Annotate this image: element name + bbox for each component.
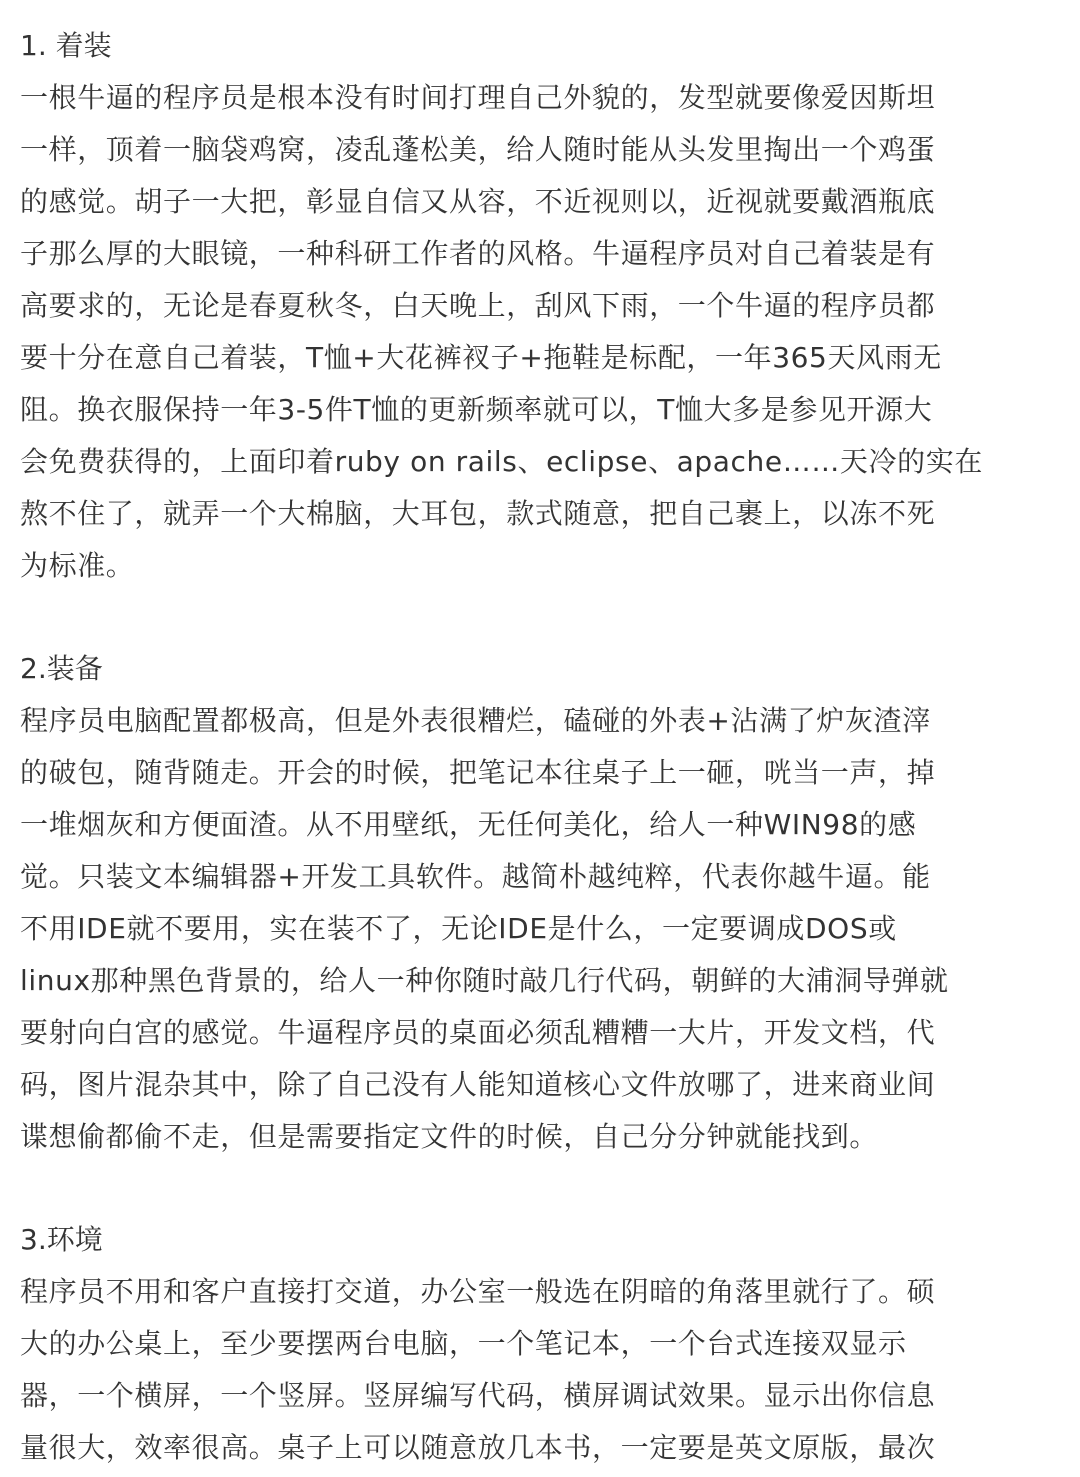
article (20, 20, 1060, 1474)
section-attire (20, 20, 1060, 592)
section-heading: 3.环境 (20, 1223, 103, 1256)
section-equipment (20, 643, 1060, 1163)
section-paragraph: 程序员不用和客户直接打交道，办公室一般选在阴暗的角落里就行了。硕 大的办公桌上，至少要摆两台电脑，一个笔记本，一个台式连接双显示 器，一个横屏，一个竖屏。竖屏编写代码，横屏调试效果。显示出你信息 量很大，效率很高。桌子上可以随意放几本书，一定要是英文原版，最次 (20, 1275, 936, 1464)
section-environment (20, 1214, 1060, 1474)
section-heading: 1. 着装 (20, 29, 112, 62)
section-paragraph: 程序员电脑配置都极高，但是外表很糟烂，磕碰的外表+沾满了炉灰渣滓 的破包，随背随走。开会的时候，把笔记本往桌子上一砸，咣当一声，掉 一堆烟灰和方便面渣。从不用壁纸，无任何美化，给人一种WIN98的感 觉。只装文本编辑器+开发工具软件。越简朴越纯粹，代表你越牛逼。能 不用IDE就不要用，实在装不了，无论IDE是什么，一定要调成DOS或 linux那种黑色背景的，给人一种你随时敲几行代码，朝鲜的大浦洞导弹就 要射向白宫的感觉。牛逼程序员的桌面必须乱糟糟一大片，开发文档，代 码，图片混杂其中，除了自己没有人能知道核心文件放哪了，进来商业间 谍想偷都偷不走，但是需要指定文件的时候，自己分分钟就能找到。 (20, 704, 949, 1153)
section-heading: 2.装备 (20, 652, 103, 685)
section-paragraph: 一根牛逼的程序员是根本没有时间打理自己外貌的，发型就要像爱因斯坦 一样，顶着一脑袋鸡窝，凌乱蓬松美，给人随时能从头发里掏出一个鸡蛋 的感觉。胡子一大把，彰显自信又从容，不近视则以，近视就要戴酒瓶底 子那么厚的大眼镜，一种科研工作者的风格。牛逼程序员对自己着装是有 高要求的，无论是春夏秋冬，白天晚上，刮风下雨，一个牛逼的程序员都 要十分在意自己着装，T恤+大花裤衩子+拖鞋是标配，一年365天风雨无 阻。换衣服保持一年3-5件T恤的更新频率就可以，T恤大多是参见开源大 会免费获得的，上面印着ruby on rails、eclipse、apache……天冷的实在 熬不住了，就弄一个大棉脑，大耳包，款式随意，把自己裹上，以冻不死 为标准。 (20, 81, 983, 582)
